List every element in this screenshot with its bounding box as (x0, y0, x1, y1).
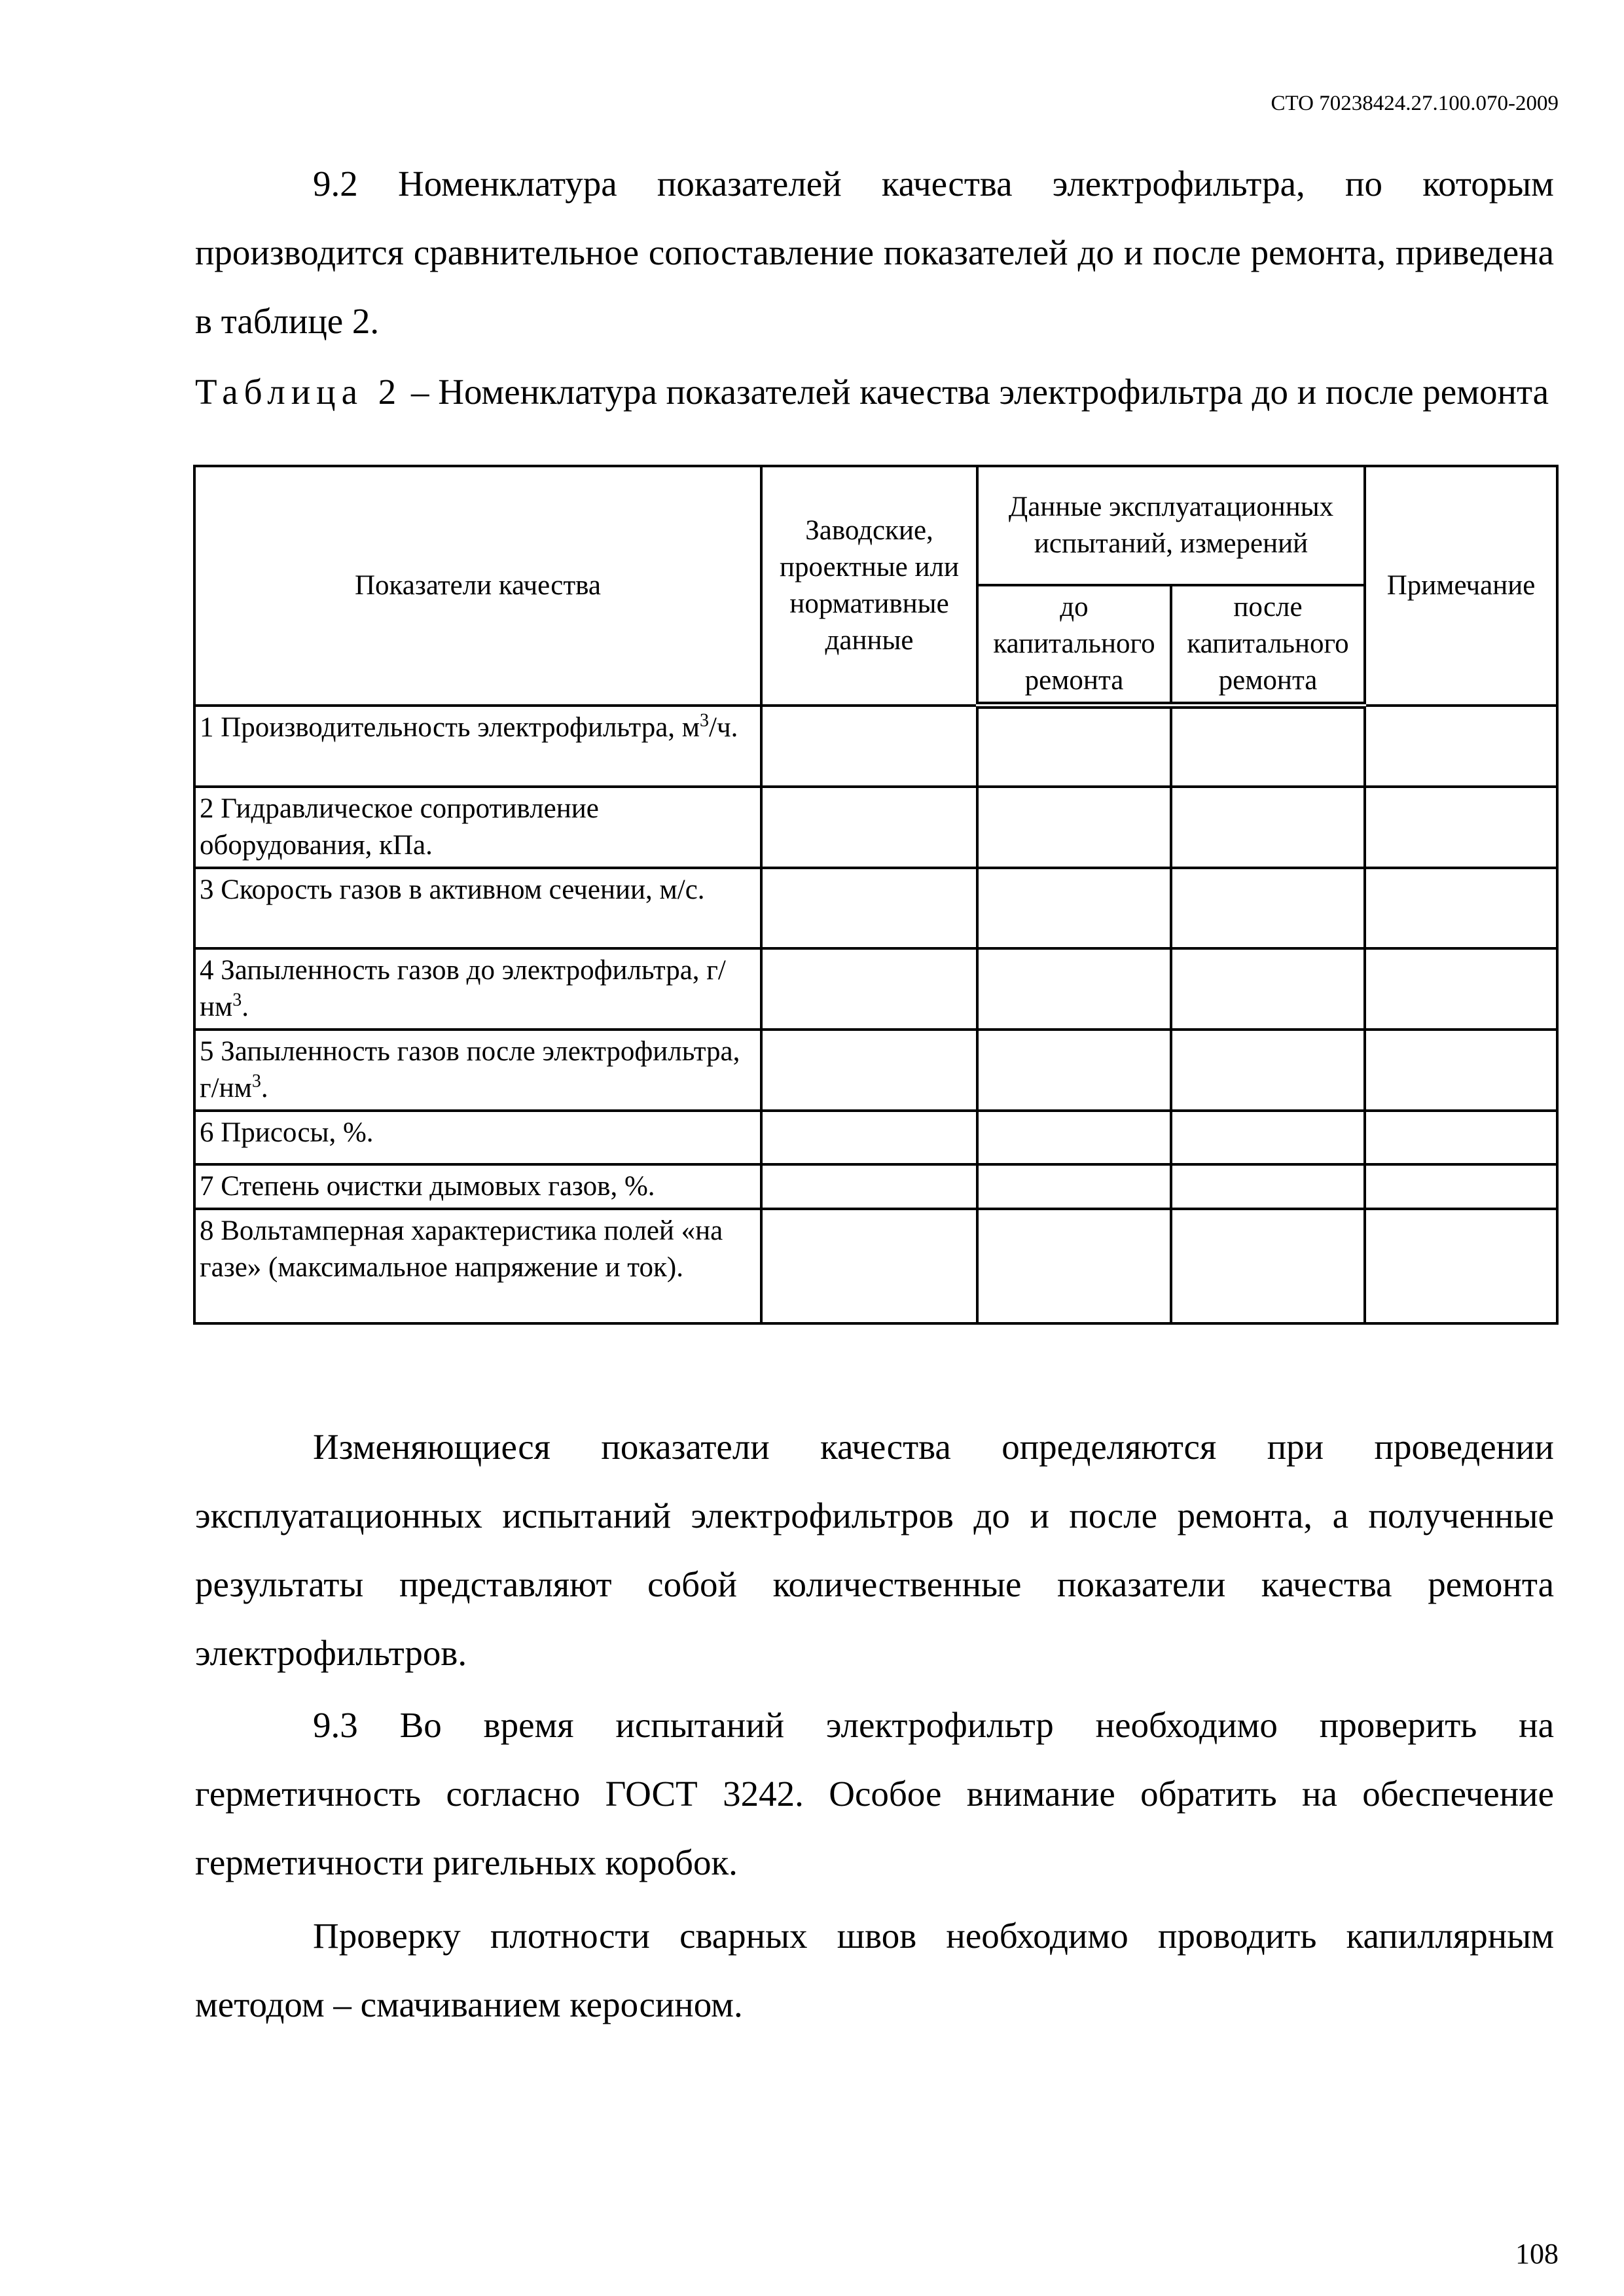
row-indicator-label: 3 Скорость газов в активном сечении, м/с. (200, 874, 705, 905)
row-indicator-suffix: . (242, 991, 249, 1022)
row-indicator-superscript: 3 (251, 1071, 261, 1092)
table-row (194, 1111, 1557, 1164)
row-before-cell (977, 706, 1171, 787)
table-row (194, 868, 1557, 948)
paragraph-9-2: 9.2 Номенклатура показателей качества электрофильтра, по которым производится сравнительное сопоставление показателей до и после ремонта, приведена в таблице 2. (195, 164, 1554, 341)
row-after-cell (1171, 1209, 1365, 1323)
header-factory-data: Заводские, проектные или нормативные данные (761, 466, 977, 706)
row-factory-cell (761, 1111, 977, 1164)
row-indicator-suffix: /ч. (709, 711, 738, 743)
row-indicator-label: 8 Вольтамперная характеристика полей «на газе» (максимальное напряжение и ток). (200, 1215, 723, 1283)
row-indicator-superscript: 3 (232, 990, 242, 1011)
row-indicator-label: 4 Запыленность газов до электрофильтра, г/нм (200, 954, 726, 1022)
row-note-cell (1365, 706, 1557, 787)
row-factory-cell (761, 948, 977, 1030)
table-caption (195, 373, 1554, 410)
header-operational-tests: Данные эксплуатационных испытаний, измерений (977, 466, 1365, 585)
row-factory-cell (761, 1030, 977, 1111)
row-note-cell (1365, 868, 1557, 948)
row-after-cell (1171, 1030, 1365, 1111)
row-before-cell (977, 1164, 1171, 1209)
row-indicator-cell (194, 1111, 761, 1164)
header-note: Примечание (1365, 466, 1557, 706)
row-indicator-cell (194, 706, 761, 787)
table-row (194, 1209, 1557, 1323)
row-indicator-cell (194, 868, 761, 948)
row-note-cell (1365, 787, 1557, 868)
row-before-cell (977, 868, 1171, 948)
row-indicator-cell (194, 1030, 761, 1111)
paragraph-weld-check: Проверку плотности сварных швов необходимо проводить капиллярным методом – смачиванием керосином. (195, 1916, 1554, 2024)
row-indicator-cell (194, 1209, 761, 1323)
table-header-row-1 (194, 466, 1557, 585)
row-note-cell (1365, 1164, 1557, 1209)
row-indicator-label: 7 Степень очистки дымовых газов, %. (200, 1170, 655, 1202)
row-factory-cell (761, 787, 977, 868)
header-before-repair: до капитального ремонта (977, 585, 1171, 706)
row-indicator-suffix: . (261, 1072, 268, 1103)
row-indicator-cell (194, 1164, 761, 1209)
table-row (194, 948, 1557, 1030)
row-before-cell (977, 787, 1171, 868)
table-row (194, 706, 1557, 787)
row-before-cell (977, 948, 1171, 1030)
row-indicator-label: 6 Присосы, %. (200, 1117, 374, 1148)
row-before-cell (977, 1209, 1171, 1323)
row-note-cell (1365, 948, 1557, 1030)
row-note-cell (1365, 1030, 1557, 1111)
row-after-cell (1171, 706, 1365, 787)
row-before-cell (977, 1111, 1171, 1164)
row-note-cell (1365, 1111, 1557, 1164)
page-number: 108 (1515, 2238, 1559, 2270)
row-factory-cell (761, 1209, 977, 1323)
row-indicator-label: 1 Производительность электрофильтра, м (200, 711, 700, 743)
header-indicators: Показатели качества (194, 466, 761, 706)
quality-indicators-table (193, 465, 1559, 1325)
row-factory-cell (761, 706, 977, 787)
row-before-cell (977, 1030, 1171, 1111)
row-after-cell (1171, 1164, 1365, 1209)
row-after-cell (1171, 868, 1365, 948)
row-indicator-superscript: 3 (700, 710, 710, 731)
row-indicator-cell (194, 787, 761, 868)
row-after-cell (1171, 1111, 1365, 1164)
row-factory-cell (761, 868, 977, 948)
row-indicator-cell (194, 948, 761, 1030)
row-after-cell (1171, 787, 1365, 868)
table-row (194, 787, 1557, 868)
document-code: СТО 70238424.27.100.070-2009 (1271, 92, 1559, 115)
row-indicator-label: 2 Гидравлическое сопротивление оборудования, кПа. (200, 793, 599, 861)
header-after-repair: после капитального ремонта (1171, 585, 1365, 706)
table-body (194, 706, 1557, 1323)
table-caption-text: – Номенклатура показателей качества электрофильтра до и после ремонта (402, 372, 1549, 412)
table-row (194, 1030, 1557, 1111)
table-row (194, 1164, 1557, 1209)
row-indicator-label: 5 Запыленность газов после электрофильтра, г/нм (200, 1035, 740, 1103)
row-note-cell (1365, 1209, 1557, 1323)
row-after-cell (1171, 948, 1365, 1030)
row-factory-cell (761, 1164, 977, 1209)
paragraph-after-table: Изменяющиеся показатели качества определяются при проведении эксплуатационных испытаний электрофильтров до и после ремонта, а полученные результаты представляют собой количественные показатели качества ремонта электрофильтров. (195, 1427, 1554, 1673)
table-caption-label: Таблица 2 (195, 372, 403, 412)
paragraph-9-3: 9.3 Во время испытаний электрофильтр необходимо проверить на герметичность согласно ГОСТ 3242. Особое внимание обратить на обеспечение герметичности ригельных коробок. (195, 1705, 1554, 1882)
